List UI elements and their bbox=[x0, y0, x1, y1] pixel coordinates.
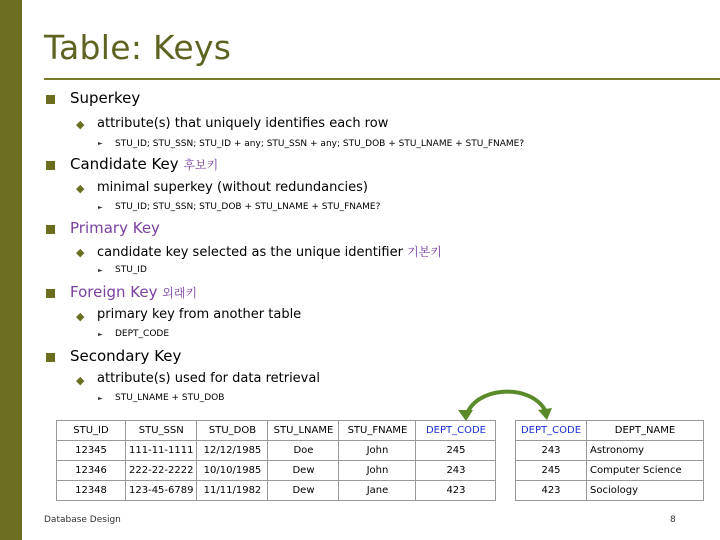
table-cell: Dew bbox=[268, 461, 339, 481]
item-superkey-desc: attribute(s) that uniquely identifies each row bbox=[97, 116, 389, 131]
bullet-arrow-icon: ► bbox=[98, 395, 103, 402]
table-cell: 222-22-2222 bbox=[126, 461, 197, 481]
table-cell: 12/12/1985 bbox=[197, 441, 268, 461]
item-superkey-example: STU_ID; STU_SSN; STU_ID + any; STU_SSN + any; STU_DOB + STU_LNAME + STU_FNAME? bbox=[115, 139, 525, 149]
header-cell: STU_SSN bbox=[126, 421, 197, 441]
table-header-row bbox=[516, 421, 704, 441]
bullet-diamond-icon: ◆ bbox=[76, 182, 85, 195]
bullet-diamond-icon: ◆ bbox=[76, 310, 85, 323]
table-header-row bbox=[57, 421, 496, 441]
bullet-square-icon bbox=[46, 289, 55, 298]
department-table bbox=[515, 420, 704, 501]
table-cell: 245 bbox=[516, 461, 587, 481]
footer-course-name: Database Design bbox=[44, 515, 121, 525]
slide-title: Table: Keys bbox=[44, 28, 232, 67]
table-cell: John bbox=[339, 441, 416, 461]
table-row bbox=[57, 461, 496, 481]
table-cell: 243 bbox=[416, 461, 496, 481]
bullet-square-icon bbox=[46, 353, 55, 362]
item-secondary-key: Secondary Key bbox=[70, 347, 182, 365]
item-superkey: Superkey bbox=[70, 89, 141, 107]
bullet-diamond-icon: ◆ bbox=[76, 374, 85, 387]
title-rule bbox=[44, 78, 720, 80]
table-cell: 423 bbox=[416, 481, 496, 501]
table-row bbox=[57, 481, 496, 501]
item-secondary-key-desc: attribute(s) used for data retrieval bbox=[97, 371, 320, 386]
item-primary-key-example: STU_ID bbox=[115, 265, 147, 275]
item-primary-key-desc: candidate key selected as the unique identifier 기본키 bbox=[97, 245, 442, 260]
bullet-diamond-icon: ◆ bbox=[76, 118, 85, 131]
table-cell: 111-11-1111 bbox=[126, 441, 197, 461]
item-candidate-key-desc: minimal superkey (without redundancies) bbox=[97, 180, 368, 195]
bullet-arrow-icon: ► bbox=[98, 331, 103, 338]
bullet-square-icon bbox=[46, 95, 55, 104]
table-cell: Computer Science bbox=[587, 461, 704, 481]
table-cell: 423 bbox=[516, 481, 587, 501]
bullet-square-icon bbox=[46, 225, 55, 234]
table-row bbox=[57, 441, 496, 461]
header-cell: DEPT_NAME bbox=[587, 421, 704, 441]
table-cell: 12348 bbox=[57, 481, 126, 501]
item-candidate-key-example: STU_ID; STU_SSN; STU_DOB + STU_LNAME + STU_FNAME? bbox=[115, 202, 381, 212]
table-cell: 10/10/1985 bbox=[197, 461, 268, 481]
item-foreign-key-desc: primary key from another table bbox=[97, 307, 302, 322]
table-cell: John bbox=[339, 461, 416, 481]
table-cell: Astronomy bbox=[587, 441, 704, 461]
table-cell: 243 bbox=[516, 441, 587, 461]
header-cell: STU_ID bbox=[57, 421, 126, 441]
header-cell: DEPT_CODE bbox=[516, 421, 587, 441]
bullet-square-icon bbox=[46, 161, 55, 170]
page-number: 8 bbox=[670, 515, 676, 525]
table-cell: 245 bbox=[416, 441, 496, 461]
table-cell: 11/11/1982 bbox=[197, 481, 268, 501]
bullet-arrow-icon: ► bbox=[98, 204, 103, 211]
header-cell: STU_DOB bbox=[197, 421, 268, 441]
table-cell: 123-45-6789 bbox=[126, 481, 197, 501]
table-cell: Sociology bbox=[587, 481, 704, 501]
bullet-arrow-icon: ► bbox=[98, 267, 103, 274]
table-cell: 12346 bbox=[57, 461, 126, 481]
foreign-key-arrow-icon bbox=[400, 372, 560, 422]
item-foreign-key-example: DEPT_CODE bbox=[115, 329, 170, 339]
table-cell: Jane bbox=[339, 481, 416, 501]
student-table bbox=[56, 420, 496, 501]
table-row bbox=[516, 441, 704, 461]
table-row bbox=[516, 461, 704, 481]
item-secondary-key-example: STU_LNAME + STU_DOB bbox=[115, 393, 225, 403]
bullet-arrow-icon: ► bbox=[98, 140, 103, 147]
bullet-diamond-icon: ◆ bbox=[76, 246, 85, 259]
item-candidate-key: Candidate Key 후보키 bbox=[70, 155, 219, 173]
header-cell: STU_FNAME bbox=[339, 421, 416, 441]
sidebar-bar bbox=[0, 0, 22, 540]
table-cell: 12345 bbox=[57, 441, 126, 461]
item-foreign-key: Foreign Key 외래키 bbox=[70, 283, 198, 301]
item-primary-key: Primary Key bbox=[70, 219, 160, 237]
header-cell: DEPT_CODE bbox=[416, 421, 496, 441]
table-row bbox=[516, 481, 704, 501]
header-cell: STU_LNAME bbox=[268, 421, 339, 441]
table-cell: Dew bbox=[268, 481, 339, 501]
table-cell: Doe bbox=[268, 441, 339, 461]
